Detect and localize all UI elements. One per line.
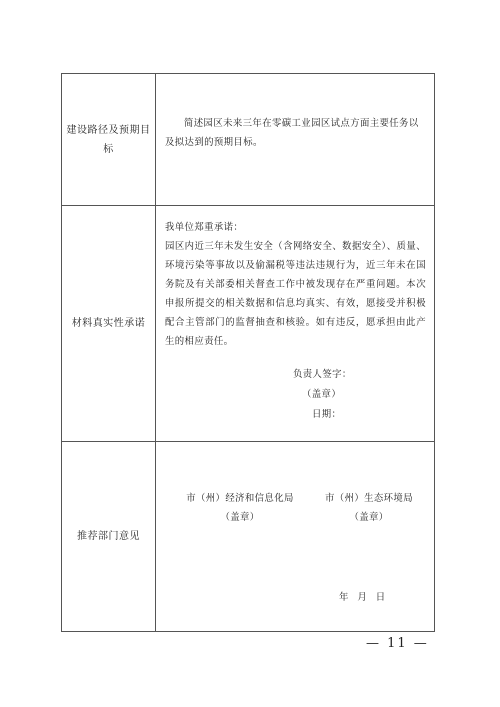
row-label-recommending-dept: 推荐部门意见 xyxy=(62,442,156,632)
signer-signature-field: 负责人签字： xyxy=(293,369,352,380)
dept-ecology-block xyxy=(311,489,427,527)
application-form-table xyxy=(61,73,435,632)
construction-goals-cell xyxy=(156,74,435,206)
table-row-authenticity-pledge xyxy=(62,206,435,442)
recommending-dept-cell xyxy=(156,442,435,632)
recommend-date-field: 年 月 日 xyxy=(339,592,389,603)
table-row-construction-goals xyxy=(62,74,435,206)
dept-ecology-seal: （盖章） xyxy=(349,512,389,523)
pledge-body-text: 园区内近三年未发生安全（含网络安全、数据安全）、质量、环境污染等事故以及偷漏税等违法违规行为，近三年未在国务院及有关部委相关督查工作中被发现存在严重问题。本次申报所提交的相关数据和信息均真实、有效，愿接受并积极配合主管部门的监督抽查和核验。如有违反，愿承担由此产生的相应责任。 xyxy=(165,241,426,347)
row-label-authenticity-pledge: 材料真实性承诺 xyxy=(62,206,156,442)
construction-goals-text: 简述园区未来三年在零碳工业园区试点方面主要任务以及拟达到的预期目标。 xyxy=(165,118,419,148)
pledge-date-field: 日期： xyxy=(312,409,342,420)
dept-economy-info-name: 市（州）经济和信息化局 xyxy=(186,493,294,504)
dept-economy-info-block xyxy=(179,489,301,527)
dept-ecology-name: 市（州）生态环境局 xyxy=(325,493,413,504)
row-label-construction-goals: 建设路径及预期目标 xyxy=(62,74,156,206)
authenticity-pledge-cell xyxy=(156,206,435,442)
dept-economy-info-seal: （盖章） xyxy=(220,512,260,523)
pledge-seal-field: （盖章） xyxy=(302,389,342,400)
table-row-recommending-dept xyxy=(62,442,435,632)
page-number: — 11 — xyxy=(366,636,429,651)
pledge-heading: 我单位郑重承诺： xyxy=(165,222,244,233)
